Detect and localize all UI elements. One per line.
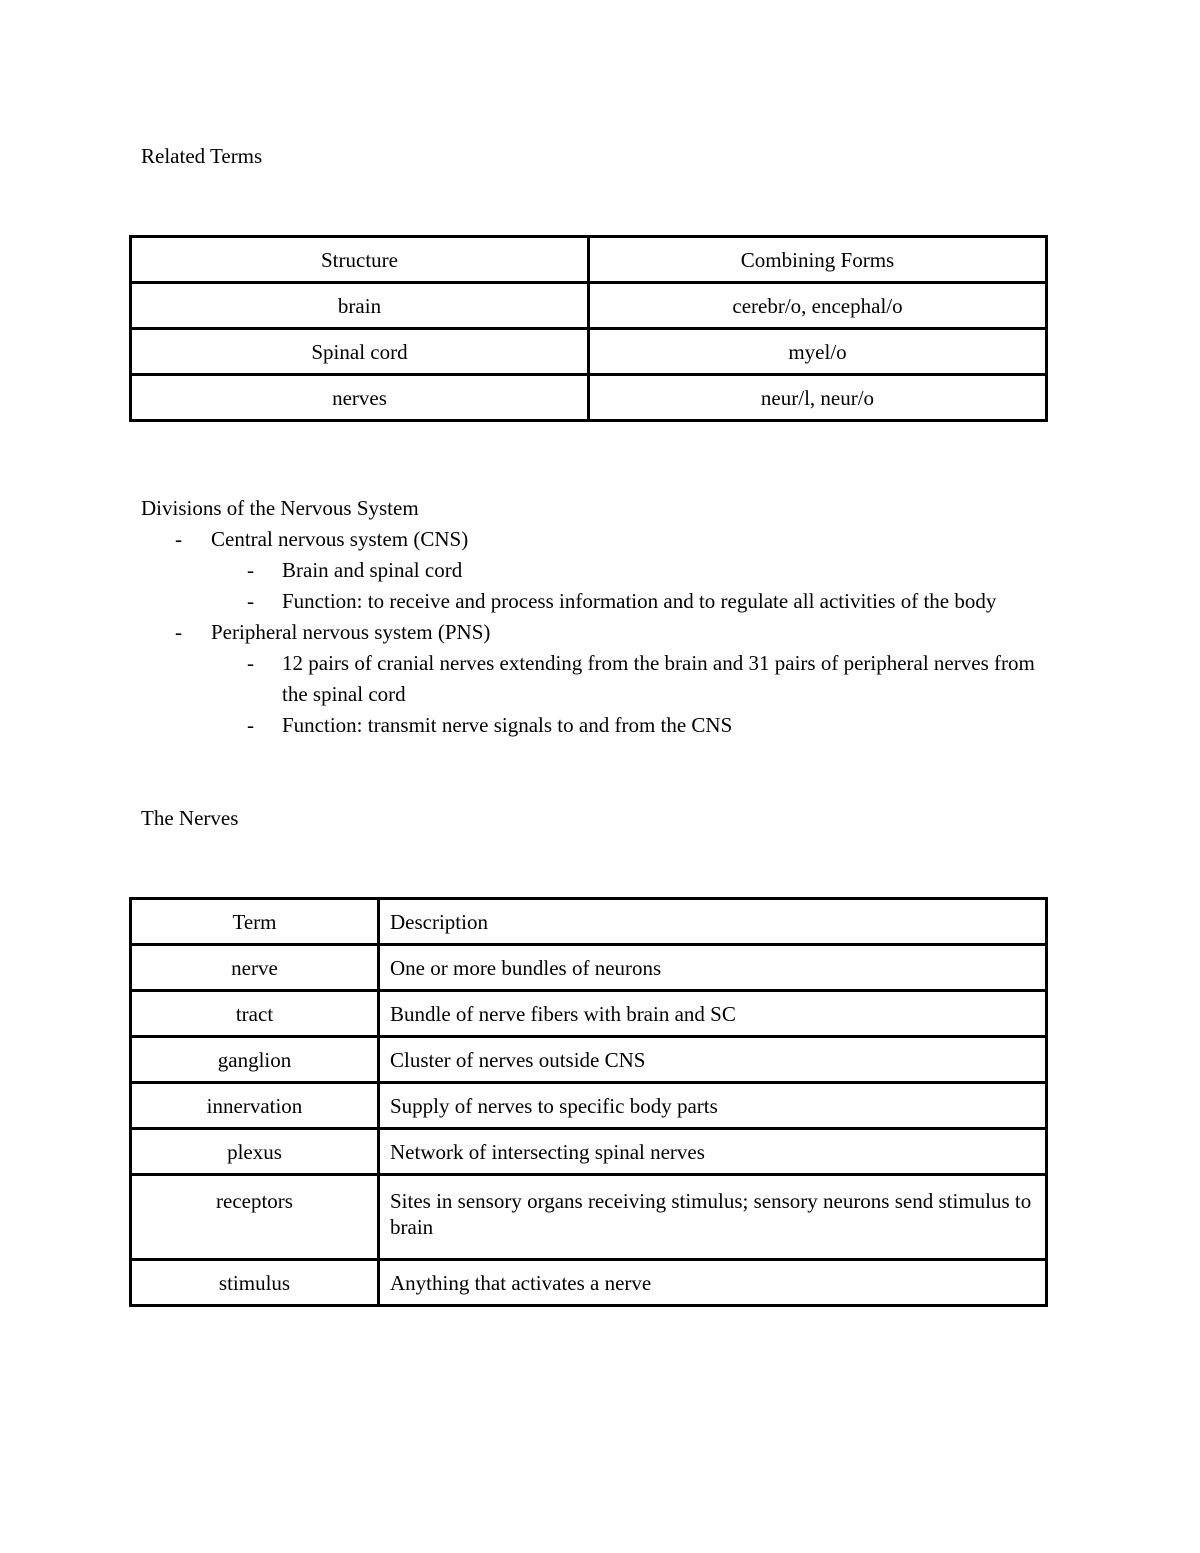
bullet-dash: -: [175, 527, 182, 551]
table-row: [131, 1175, 1047, 1260]
divisions-outline: [141, 493, 1041, 741]
term-cell: stimulus: [131, 1260, 379, 1306]
description-cell: Sites in sensory organs receiving stimulus; sensory neurons send stimulus to brain: [379, 1175, 1047, 1260]
term-cell: ganglion: [131, 1037, 379, 1083]
table-row: [131, 283, 1047, 329]
list-subitem: [141, 555, 1041, 586]
table-header-row: [131, 899, 1047, 945]
table-cell: cerebr/o, encephal/o: [589, 283, 1047, 329]
table-row: [131, 1083, 1047, 1129]
bullet-dash: -: [175, 620, 182, 644]
table-header-row: [131, 237, 1047, 283]
list-item-label: Peripheral nervous system (PNS): [211, 620, 491, 644]
list-subitem-text: Function: transmit nerve signals to and from the CNS: [282, 713, 733, 737]
related-terms-heading: Related Terms: [141, 144, 263, 168]
description-cell: Supply of nerves to specific body parts: [379, 1083, 1047, 1129]
list-subitem-text: 12 pairs of cranial nerves extending from the brain and 31 pairs of peripheral nerves from the spinal cord: [282, 651, 1035, 706]
table-cell: Spinal cord: [131, 329, 589, 375]
table-row: [131, 1260, 1047, 1306]
table-row: [131, 1037, 1047, 1083]
table-row: [131, 1129, 1047, 1175]
description-cell: One or more bundles of neurons: [379, 945, 1047, 991]
bullet-dash: -: [247, 651, 254, 675]
table-cell: neur/l, neur/o: [589, 375, 1047, 421]
list-subitem-text: Function: to receive and process information and to regulate all activities of the body: [282, 589, 997, 613]
term-cell: innervation: [131, 1083, 379, 1129]
term-cell: plexus: [131, 1129, 379, 1175]
list-item: [141, 524, 1041, 555]
table-row: [131, 991, 1047, 1037]
header-cell: Combining Forms: [589, 237, 1047, 283]
list-subitem: [141, 710, 1041, 741]
divisions-heading: Divisions of the Nervous System: [141, 496, 419, 520]
bullet-dash: -: [247, 713, 254, 737]
description-cell: Cluster of nerves outside CNS: [379, 1037, 1047, 1083]
table-row: [131, 329, 1047, 375]
description-cell: Bundle of nerve fibers with brain and SC: [379, 991, 1047, 1037]
term-cell: receptors: [131, 1175, 379, 1260]
table-row: [131, 945, 1047, 991]
table-cell: brain: [131, 283, 589, 329]
table-cell: nerves: [131, 375, 589, 421]
header-cell: Structure: [131, 237, 589, 283]
bullet-dash: -: [247, 589, 254, 613]
term-cell: nerve: [131, 945, 379, 991]
description-cell: Anything that activates a nerve: [379, 1260, 1047, 1306]
nerves-table: [129, 897, 1048, 1307]
table-cell: myel/o: [589, 329, 1047, 375]
list-item-label: Central nervous system (CNS): [211, 527, 469, 551]
list-subitem: [141, 648, 1041, 710]
related-terms-table: [129, 235, 1048, 422]
table-row: [131, 375, 1047, 421]
description-cell: Network of intersecting spinal nerves: [379, 1129, 1047, 1175]
list-item: [141, 617, 1041, 648]
term-cell: tract: [131, 991, 379, 1037]
bullet-dash: -: [247, 558, 254, 582]
list-subitem-text: Brain and spinal cord: [282, 558, 463, 582]
header-cell: Description: [379, 899, 1047, 945]
header-cell: Term: [131, 899, 379, 945]
nerves-heading: The Nerves: [141, 806, 239, 830]
list-subitem: [141, 586, 1041, 617]
